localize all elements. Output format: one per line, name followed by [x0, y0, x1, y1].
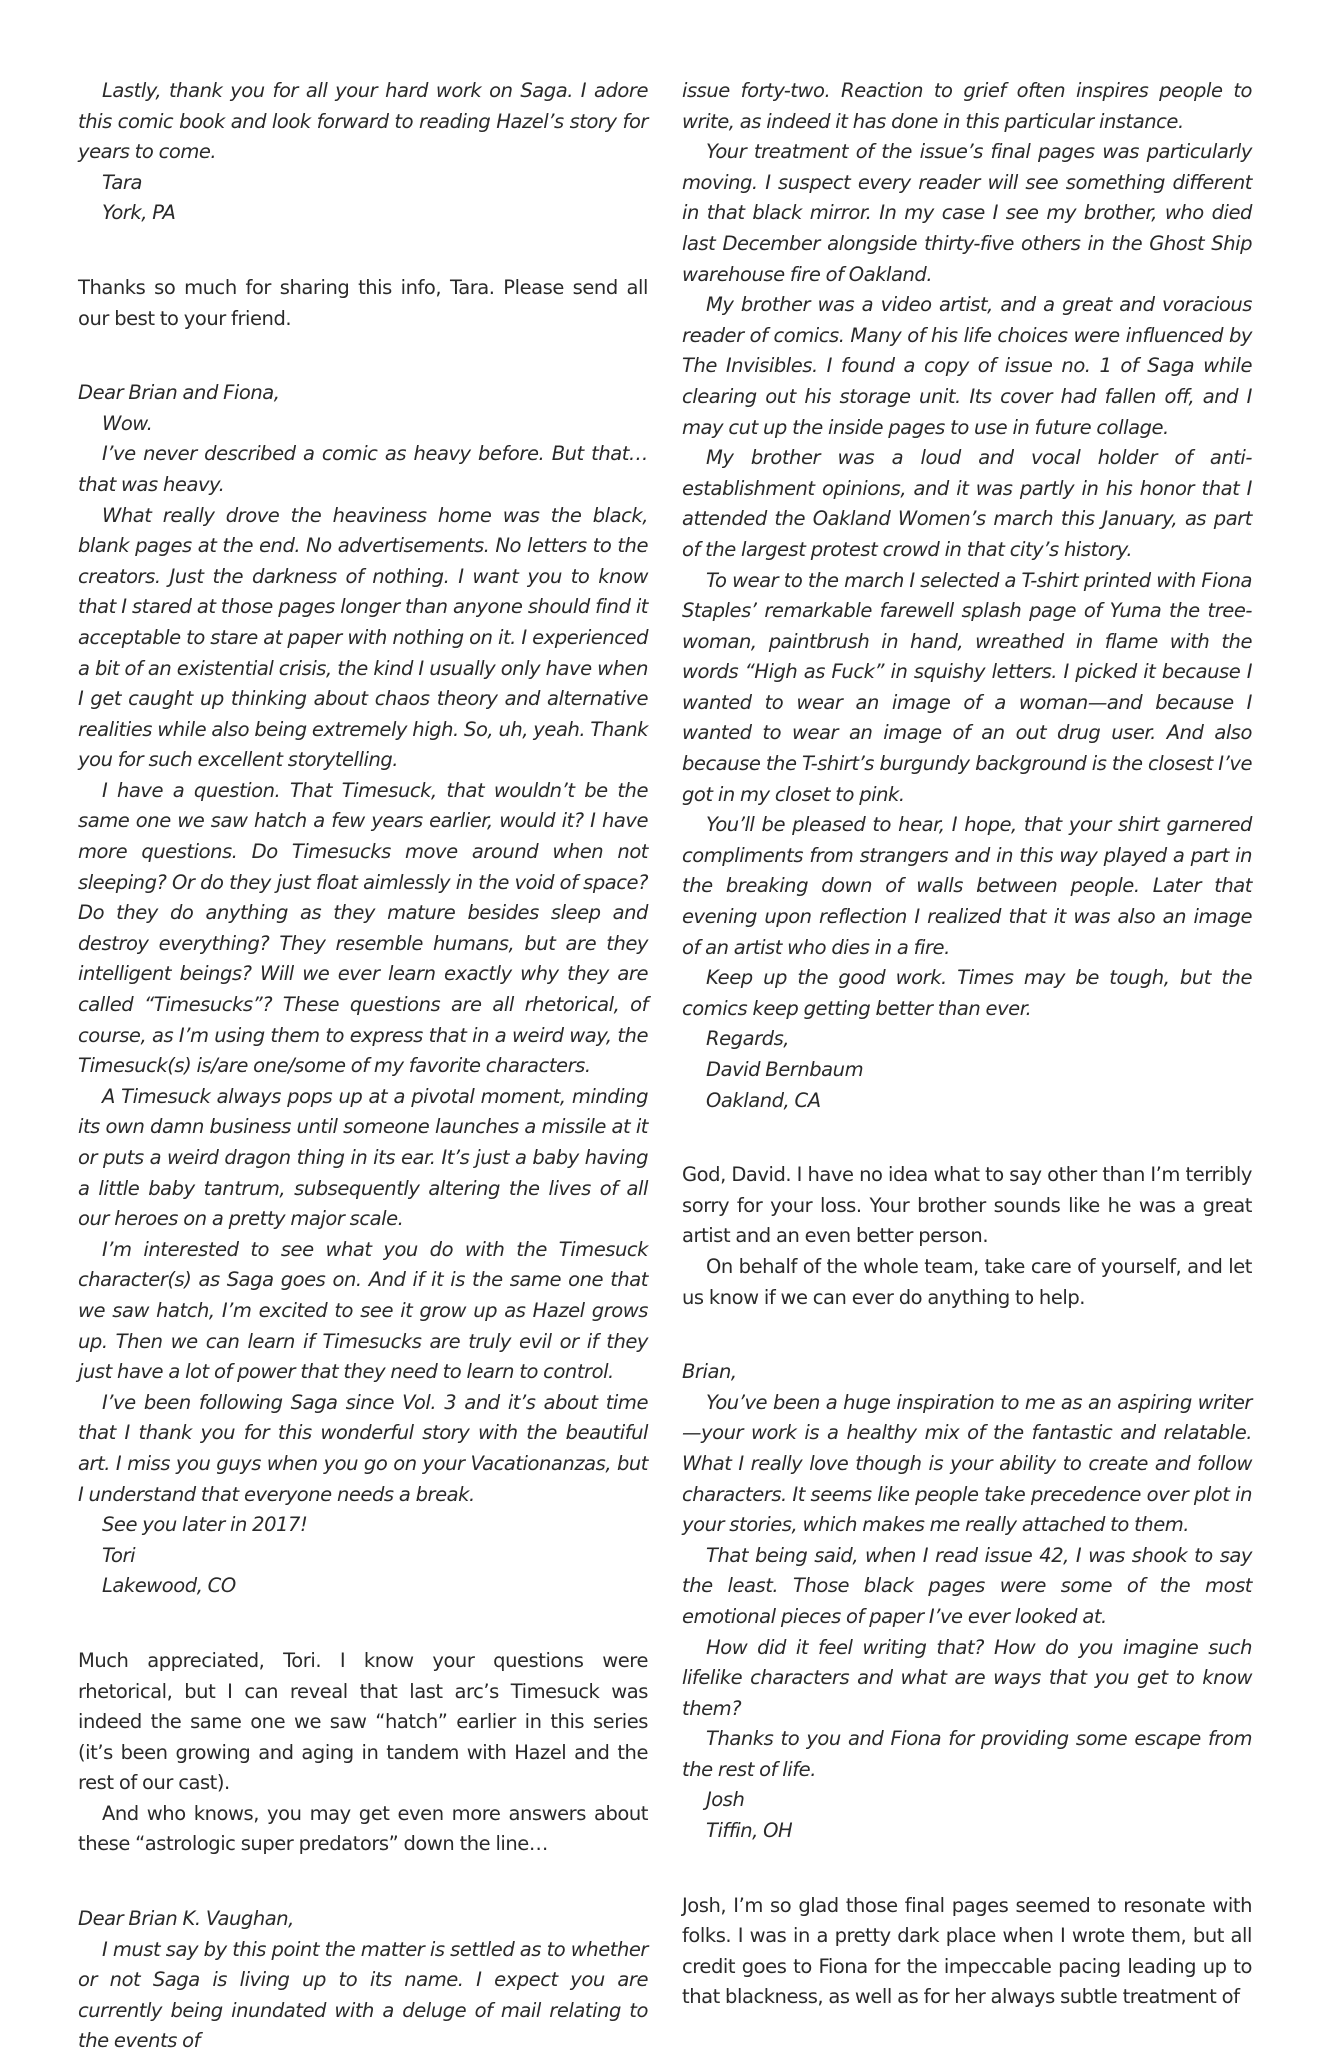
- letter-paragraph: A Timesuck always pops up at a pivotal moment, minding its own damn business until someone launches a missile at it or puts a weird dragon thing in its ear. It’s just a baby having a little baby tantrum, subsequently altering the lives of all our heroes on a pretty major scale.: [78, 1084, 648, 1231]
- letter-paragraph: How did it feel writing that? How do you imagine such lifelike characters and what are ways that you get to know them?: [682, 1635, 1252, 1720]
- letter-tara: [78, 76, 648, 229]
- letter-paragraph: I must say by this point the matter is settled as to whether or not Saga is living up to its name. I expect you are currently being inundated with a deluge of mail relating to the events of: [78, 1937, 648, 2053]
- signature-line: See you later in 2017!: [102, 1513, 308, 1537]
- letter-paragraph: My brother was a video artist, and a great and voracious reader of comics. Many of his life choices were influenced by The Invisibles. I found a copy of issue no. 1 of Saga while clearing out his storage unit. Its cover had fallen off, and I may cut up the inside pages to use in future collage.: [682, 293, 1252, 439]
- letter-josh: [682, 1357, 1252, 1847]
- reply-paragraph: Much appreciated, Tori. I know your questions were rhetorical, but I can reveal that last arc’s Timesuck was indeed the same one we saw “hatch” earlier in this series (it’s been growing and aging in tandem with Hazel and the rest of our cast).: [78, 1648, 648, 1795]
- letter-salutation: Brian,: [682, 1360, 737, 1384]
- letter-paragraph: You’ve been a huge inspiration to me as an aspiring writer—your work is a healthy mix of the fantastic and relatable. What I really love though is your ability to create and follow characters. It seems like people take precedence over plot in your stories, which makes me really attached to them.: [682, 1390, 1252, 1537]
- reply-tara: [78, 273, 648, 334]
- reply-josh: [682, 1891, 1252, 2013]
- letter-paragraph: Keep up the good work. Times may be tough, but the comics keep getting better than ever.: [682, 966, 1252, 1020]
- letter-paragraph: I have a question. That Timesuck, that wouldn’t be the same one we saw hatch a few years earlier, would it? I have more questions. Do Timesucks move around when not sleeping? Or do they just float aimlessly in the void of space? Do they do anything as they mature besides sleep and destroy everything? They resemble humans, but are they intelligent beings? Will we ever learn exactly why they are called “Timesucks”? These questions are all rhetorical, of course, as I’m using them to express that in a weird way, the Timesuck(s) is/are one/some of my favorite characters.: [78, 778, 648, 1078]
- letter-david-start: [78, 1904, 648, 2057]
- letter-paragraph: Wow.: [102, 411, 153, 435]
- signature-line: Tiffin, OH: [706, 1819, 793, 1843]
- signature-line: Tori: [102, 1543, 136, 1567]
- letter-paragraph: My brother was a loud and vocal holder of anti-establishment opinions, and it was partly in his honor that I attended the Oakland Women’s march this January, as part of the largest protest crowd in that city’s history.: [682, 446, 1252, 561]
- signature-line: Lakewood, CO: [102, 1574, 236, 1598]
- signature-line: David Bernbaum: [706, 1058, 864, 1081]
- letters-page: [78, 76, 1252, 2053]
- letter-paragraph: I’ve been following Saga since Vol. 3 and it’s about time that I thank you for this wonderful story with the beautiful art. I miss you guys when you go on your Vacationanzas, but I understand that everyone needs a break.: [78, 1390, 648, 1506]
- letter-tori: [78, 378, 648, 1602]
- left-column: [78, 76, 648, 2053]
- letter-salutation: Dear Brian and Fiona,: [78, 381, 280, 405]
- reply-david: [682, 1160, 1252, 1313]
- letter-paragraph: That being said, when I read issue 42, I was shook to say the least. Those black pages were some of the most emotional pieces of paper I’ve ever looked at.: [682, 1543, 1252, 1628]
- letter-david: [682, 76, 1252, 1116]
- letter-paragraph: To wear to the march I selected a T-shirt printed with Fiona Staples’ remarkable farewell splash page of Yuma the tree-woman, paintbrush in hand, wreathed in flame with the words “High as Fuck” in squishy letters. I picked it because I wanted to wear an image of a woman—and because I wanted to wear an image of an out drug user. And also because the T-shirt’s burgundy background is the closest I’ve got in my closet to pink.: [682, 568, 1252, 806]
- letter-paragraph: You’ll be pleased to hear, I hope, that your shirt garnered compliments from strangers and in this way played a part in the breaking down of walls between people. Later that evening upon reflection I realized that it was also an image of an artist who dies in a fire.: [682, 813, 1252, 959]
- letter-paragraph: I’m interested to see what you do with the Timesuck character(s) as Saga goes on. And if it is the same one that we saw hatch, I’m excited to see it grow up as Hazel grows up. Then we can learn if Timesucks are truly evil or if they just have a lot of power that they need to learn to control.: [78, 1237, 648, 1384]
- reply-paragraph: Thanks so much for sharing this info, Tara. Please send all our best to your friend.: [78, 275, 648, 330]
- reply-paragraph: God, David. I have no idea what to say other than I’m terribly sorry for your loss. Your brother sounds like he was a great artist and an even better person.: [682, 1163, 1252, 1248]
- letter-paragraph: Thanks to you and Fiona for providing some escape from the rest of life.: [682, 1727, 1252, 1781]
- letter-paragraph: Your treatment of the issue’s final pages was particularly moving. I suspect every reader will see something different in that black mirror. In my case I see my brother, who died last December alongside thirty-five others in the Ghost Ship warehouse fire of Oakland.: [682, 140, 1252, 286]
- reply-paragraph: On behalf of the whole team, take care of yourself, and let us know if we can ever do anything to help.: [682, 1254, 1252, 1309]
- signature-line: York, PA: [102, 201, 176, 225]
- signature-line: Josh: [706, 1788, 745, 1812]
- letter-paragraph: Lastly, thank you for all your hard work on Saga. I adore this comic book and look forward to reading Hazel’s story for years to come.: [78, 79, 648, 164]
- letter-salutation: Dear Brian K. Vaughan,: [78, 1907, 294, 1931]
- letter-continuation: issue forty-two. Reaction to grief often inspires people to write, as indeed it has done in this particular instance.: [682, 79, 1252, 133]
- reply-paragraph: Josh, I’m so glad those final pages seemed to resonate with folks. I was in a pretty dark place when I wrote them, but all credit goes to Fiona for the impeccable pacing leading up to that blackness, as well as for her always subtle treatment of: [682, 1893, 1252, 2009]
- signature-line: Regards,: [706, 1027, 790, 1051]
- letter-paragraph: What really drove the heaviness home was the black, blank pages at the end. No advertisements. No letters to the creators. Just the darkness of nothing. I want you to know that I stared at those pages longer than anyone should find it acceptable to stare at paper with nothing on it. I experienced a bit of an existential crisis, the kind I usually only have when I get caught up thinking about chaos theory and alternative realities while also being extremely high. So, uh, yeah. Thank you for such excellent storytelling.: [78, 503, 648, 772]
- letter-paragraph: I’ve never described a comic as heavy before. But that… that was heavy.: [78, 442, 648, 496]
- right-column: [682, 76, 1252, 2026]
- signature-line: Tara: [102, 170, 142, 194]
- signature-line: Oakland, CA: [706, 1088, 821, 1112]
- reply-tori: [78, 1646, 648, 1860]
- reply-paragraph: And who knows, you may get even more answers about these “astrologic super predators” down the line…: [78, 1801, 648, 1856]
